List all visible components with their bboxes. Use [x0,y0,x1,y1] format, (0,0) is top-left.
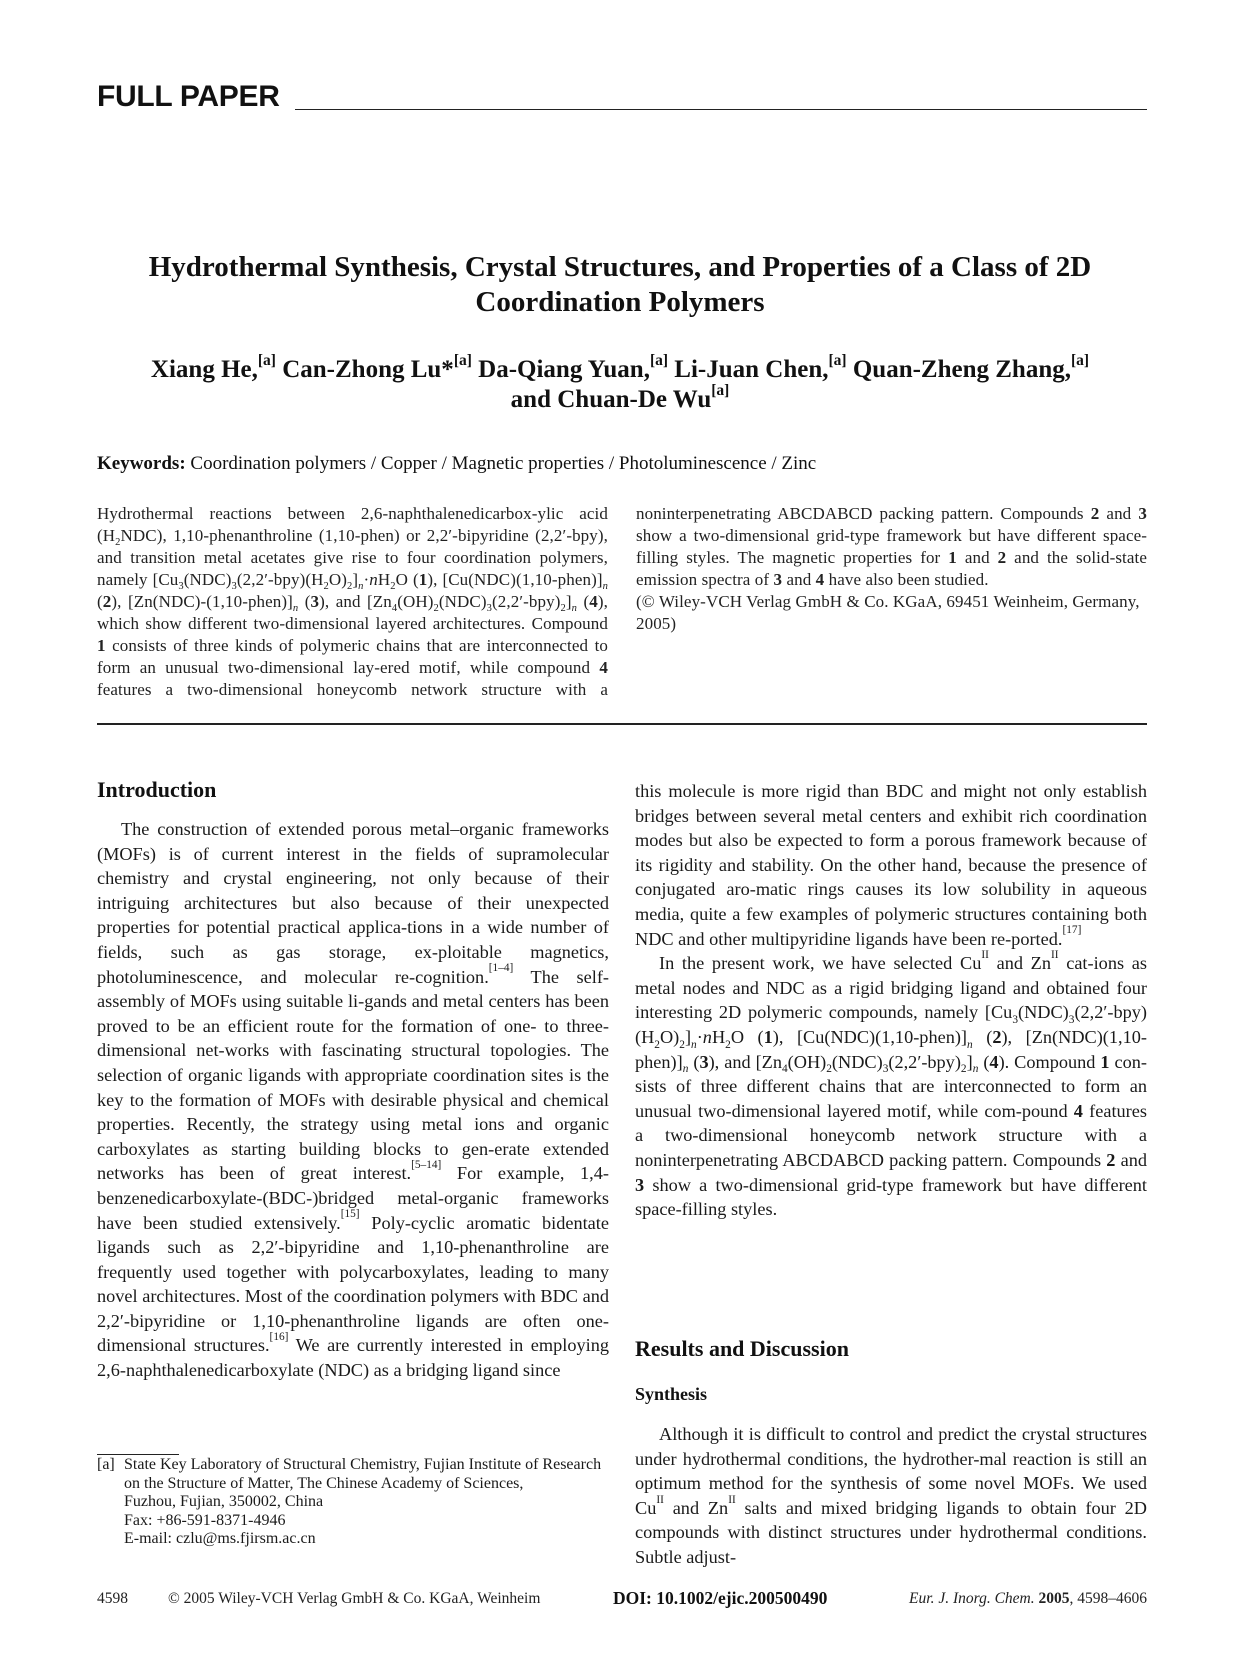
author-5: Quan-Zheng Zhang, [852,356,1071,383]
header-rule [295,109,1147,110]
ref-citation: [5–14] [411,1159,442,1172]
ref-citation: [15] [340,1208,360,1221]
introduction-heading: Introduction [97,777,217,802]
author-2: Can-Zhong Lu* [282,356,454,383]
affiliation-mark: [a] [711,382,730,400]
introduction-body-continued: this molecule is more rigid than BDC and might not only establish bridges between several metal centers and exhibit rich coordination modes but also be expected to form a porous framework because of its rigidity and stability. On the other hand, because the presence of conjugated aro-matic rings causes its low solubility in aqueous media, quite a few examples of polymeric structures containing both NDC and other multipyridine ligands have been re-ported.[17] In the present work, we have selected $Cu^{II}$ and $Zn^{II}$ cat-ions as metal nodes and NDC as a rigid bridging ligand and obtained four interesting 2D polymeric compounds, namely $[Cu_3(NDC)_3(2,2'-bpy)(H_2O)_2]_n\cdot nH_2O$ (1), $[Cu(NDC)(1,10-phen)]_n$ (2), $[Zn(NDC)(1,10-phen)]_n$ (3), and $[Zn_4(OH)_2(NDC)_3(2,2'-bpy)_2]_n$ (4). Compound 1 con-sists of three different chains that are interconnected to form an unusual two-dimensional layered motif, while com-pound 4 features a two-dimensional honeycomb network structure with a noninterpenetrating ABCDABCD packing pattern. Compounds 2 and 3 show a two-dimensional grid-type framework but have different space-filling styles. [635,781,1147,1220]
synthesis-subheading: Synthesis [635,1384,708,1404]
footnote-address: Fuzhou, Fujian, 350002, China [124,1493,324,1510]
title-line-2: Coordination Polymers [475,286,765,318]
keywords-text: Coordination polymers / Copper / Magnetic properties / Photoluminescence / Zinc [190,453,817,474]
affiliation-footnote [97,1456,609,1549]
keywords-label: Keywords: [97,453,186,474]
ref-citation: [16] [269,1331,289,1344]
affiliation-mark: [a] [1070,352,1090,370]
affiliation-mark: [a] [649,352,669,370]
abstract-copyright: (© Wiley-VCH Verlag GmbH & Co. KGaA, 69451 Weinheim, Germany, 2005) [636,592,1140,633]
ref-citation: [17] [1062,924,1082,937]
page-number: 4598 [97,1590,128,1607]
abstract [97,503,1147,715]
synthesis-body: Although it is difficult to control and predict the crystal structures under hydrothermal conditions, the hydrother-mal reaction is still an optimum method for the synthesis of some novel MOFs. We used $Cu^{II}$ and $Zn^{II}$ salts and mixed bridging ligands to obtain four 2D compounds with distinct structures under hydrothermal conditions. Subtle adjust- [635,1424,1148,1567]
affiliation-mark: [a] [828,352,847,370]
author-4: Li-Juan Chen, [674,356,829,383]
footer-doi: DOI: 10.1002/ejic.200500490 [613,1588,828,1608]
affiliation-mark: [a] [257,352,276,370]
abstract-rule [97,723,1147,725]
author-list [80,352,1160,415]
footnote-mark: [a] [97,1456,115,1473]
footer-citation: Eur. J. Inorg. Chem. 2005, 4598–4606 [909,1590,1147,1607]
keywords [97,453,816,475]
affiliation-mark: [a] [453,352,472,370]
ref-citation: [1–4] [488,962,514,975]
footnote-institution: State Key Laboratory of Structural Chemistry, Fujian Institute of Research on the Structure of Matter, The Chinese Academy of Sciences, [124,1456,602,1492]
introduction-body: The construction of extended porous metal–organic frameworks (MOFs) is of current interest in the fields of supramolecular chemistry and crystal engineering, not only because of their intriguing architectures but also because of their unexpected properties for potential practical applica-tions in a wide number of fields, such as gas storage, ex-ploitable magnetics, photoluminescence, and molecular re-cognition.[1–4] The self-assembly of MOFs using suitable li-gands and metal centers has been proved to be an efficient route for the formation of one- to three-dimensional net-works with fascinating structural topologies. The selection of organic ligands with appropriate coordination sites is the key to the formation of MOFs with desirable physical and chemical properties. Recently, the strategy using metal ions and organic carboxylates as starting building blocks to gen-erate extended networks has been of great interest.[5–14] For example, 1,4-benzenedicarboxylate-(BDC-)bridged metal-organic frameworks have been studied extensively.[15] Poly-cyclic aromatic bidentate ligands such as 2,2′-bipyridine and 1,10-phenanthroline are frequently used together with polycarboxylates, leading to many novel architectures. Most of the coordination polymers with BDC and 2,2′-bipyridine or 1,10-phenanthroline ligands are often one-dimensional structures.[16] We are currently interested in employing 2,6-naphthalenedicarboxylate (NDC) as a bridging ligand since [97,819,609,1381]
author-1: Xiang He, [150,356,258,383]
abstract-body: Hydrothermal reactions between 2,6-naphthalenedicarbox-ylic acid $(H_2NDC)$, 1,10-phenanthroline (1,10-phen) or 2,2′-bipyridine (2,2′-bpy), and transition metal acetates give rise to four coordination polymers, namely $[Cu_3(NDC)_3(2,2'-bpy)(H_2O)_2]_n\cdot nH_2O$ (1), $[Cu(NDC)(1,10-phen)]_n$ (2), $[Zn(NDC)-(1,10-phen)]_n$ (3), and $[Zn_4(OH)_2(NDC)_3(2,2'-bpy)_2]_n$ (4), which show different two-dimensional layered architectures. Compound 1 consists of three kinds of polymeric chains that are interconnected to form an unusual two-dimensional lay-ered motif, while compound 4 features a two-dimensional honeycomb network structure with a noninterpenetrating ABCDABCD packing pattern. Compounds 2 and 3 show a two-dimensional grid-type framework but have different space-filling styles. The magnetic properties for 1 and 2 and the solid-state emission spectra of 3 and 4 have also been studied. [97,504,1147,699]
footnote-fax: Fax: +86-591-8371-4946 [124,1511,286,1529]
footer-copyright: © 2005 Wiley-VCH Verlag GmbH & Co. KGaA, Weinheim [168,1590,541,1607]
section-header: FULL PAPER [97,80,280,113]
title-line-1: Hydrothermal Synthesis, Crystal Structures, and Properties of a Class of 2D [148,251,1092,283]
footnote-rule [97,1454,179,1455]
page-footer [97,1590,1147,1612]
author-3: Da-Qiang Yuan, [478,356,650,383]
results-heading: Results and Discussion [635,1336,849,1361]
footnote-email: E-mail: czlu@ms.fjirsm.ac.cn [124,1530,316,1547]
paper-title [80,250,1160,320]
author-6: and Chuan-De Wu [510,386,712,413]
